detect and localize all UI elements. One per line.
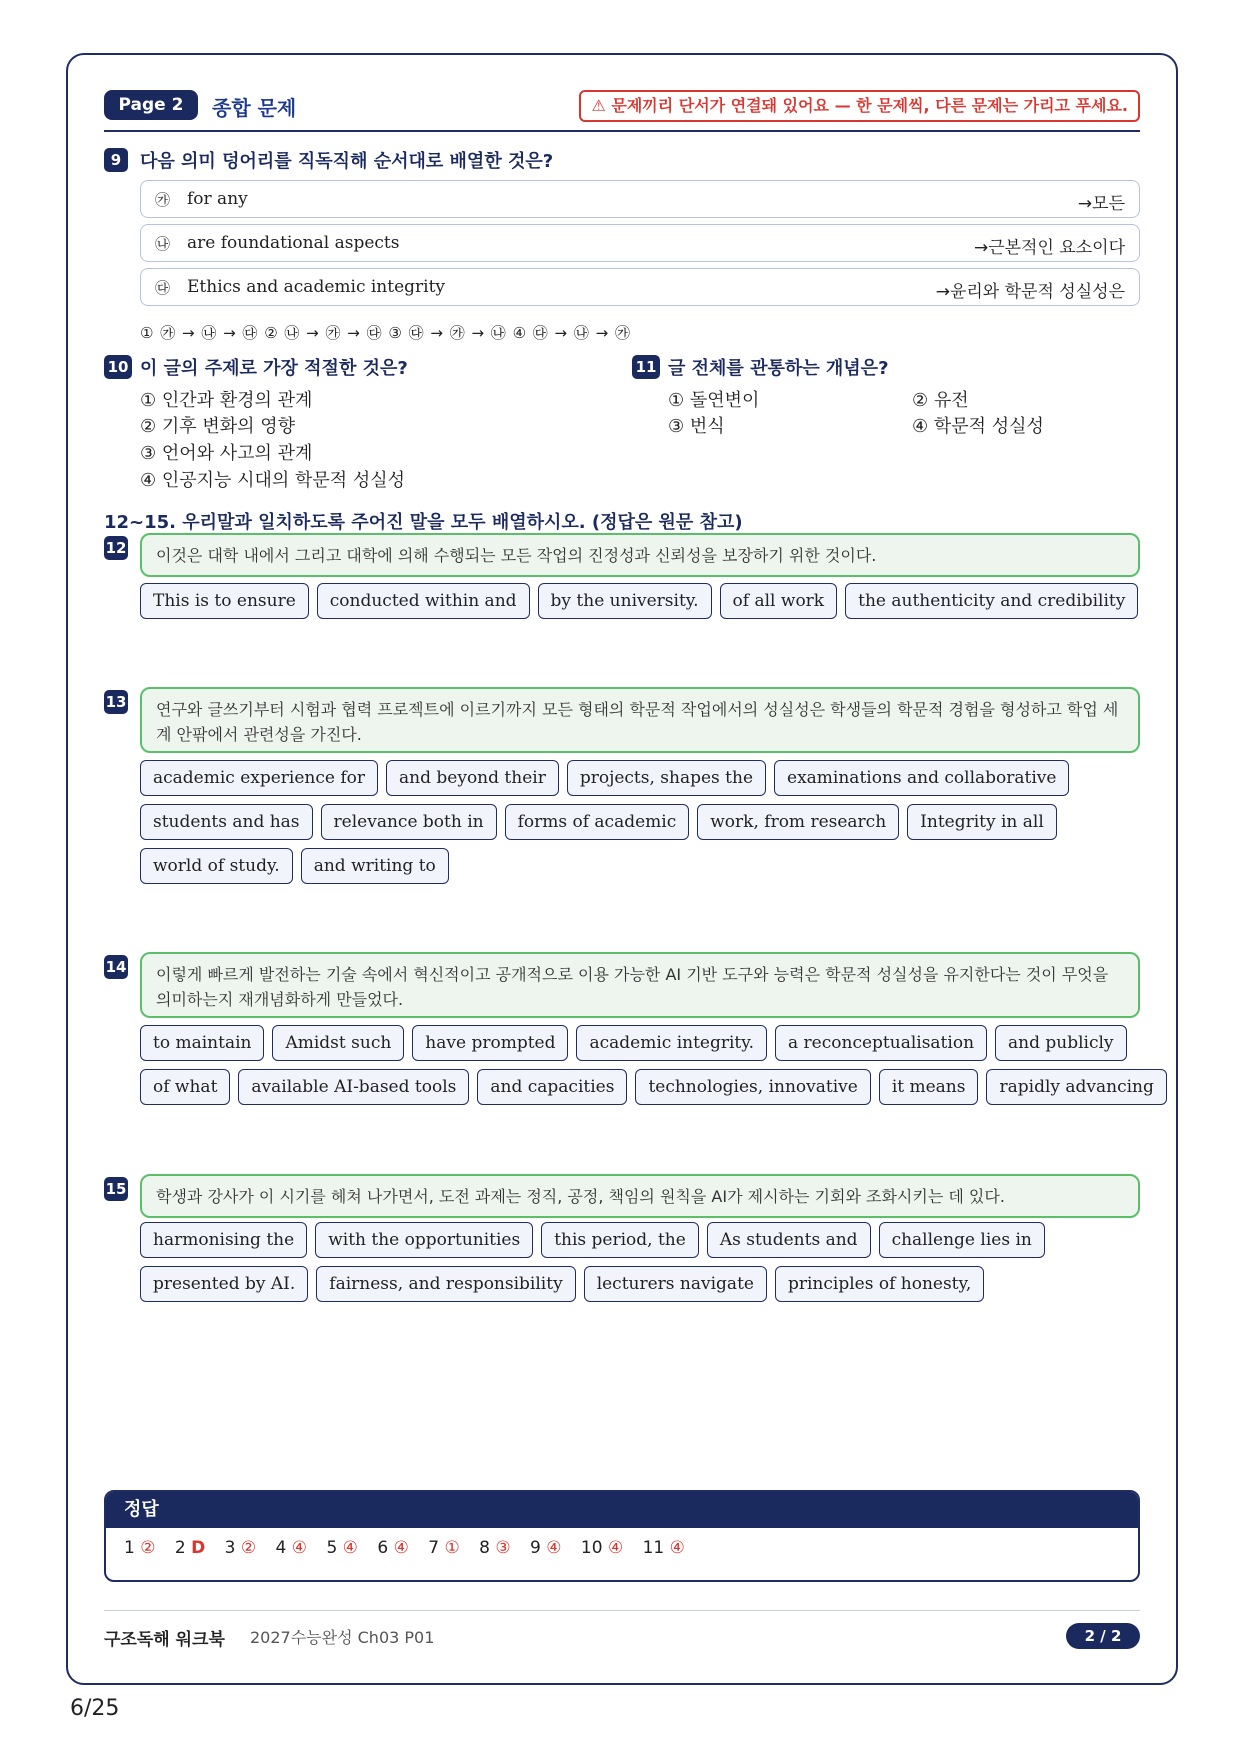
- answer-item: [530, 1538, 561, 1558]
- answer-item: [175, 1538, 205, 1558]
- answer-item: [326, 1538, 357, 1558]
- answer-item: [581, 1538, 623, 1558]
- word-tile[interactable]: to maintain: [140, 1025, 264, 1061]
- word-tile[interactable]: forms of academic: [505, 804, 690, 840]
- tile-row: [140, 1069, 1154, 1105]
- answer-list: [106, 1528, 1138, 1568]
- word-tile[interactable]: with the opportunities: [315, 1222, 533, 1258]
- answer-value: ④: [291, 1538, 308, 1558]
- chunk-korean: →근본적인 요소이다: [973, 238, 1125, 258]
- question-11-text: 글 전체를 관통하는 개념은?: [668, 358, 889, 379]
- question-number-9: 9: [104, 148, 128, 172]
- answer-number: 6: [377, 1538, 389, 1558]
- word-tile[interactable]: it means: [879, 1069, 979, 1105]
- word-tile[interactable]: lecturers navigate: [584, 1266, 767, 1302]
- answer-item: [479, 1538, 510, 1558]
- answer-number: 2: [174, 1538, 186, 1558]
- word-tiles: [140, 760, 1140, 892]
- word-tile[interactable]: principles of honesty,: [775, 1266, 984, 1302]
- answer-item: [124, 1538, 155, 1558]
- word-tile[interactable]: harmonising the: [140, 1222, 307, 1258]
- chunk-mark: ㉮: [155, 191, 171, 209]
- word-tile[interactable]: Integrity in all: [907, 804, 1057, 840]
- korean-sentence-box: 연구와 글쓰기부터 시험과 협력 프로젝트에 이르기까지 모든 형태의 학문적 작업에서의 성실성은 학생들의 학문적 경험을 형성하고 학업 세계 안팎에서 관련성을 가진다.: [140, 687, 1140, 753]
- word-tile[interactable]: fairness, and responsibility: [316, 1266, 575, 1302]
- warning-banner: ⚠ 문제끼리 단서가 연결돼 있어요 — 한 문제씩, 다른 문제는 가리고 푸세요.: [579, 90, 1140, 122]
- word-tile[interactable]: world of study.: [140, 848, 293, 884]
- answer-value: ①: [444, 1538, 460, 1558]
- word-tile[interactable]: and capacities: [477, 1069, 627, 1105]
- word-tile[interactable]: have prompted: [412, 1025, 568, 1061]
- question-number-15: 15: [104, 1177, 128, 1201]
- question-10-option: ③ 언어와 사고의 관계: [140, 443, 313, 464]
- word-tile[interactable]: Amidst such: [272, 1025, 404, 1061]
- page-indicator: 2 / 2: [1066, 1623, 1140, 1649]
- chunk-korean: →모든: [1077, 194, 1125, 214]
- word-tile[interactable]: work, from research: [697, 804, 899, 840]
- tile-row: [140, 760, 1140, 796]
- question-number-12: 12: [104, 536, 128, 560]
- tile-row: [140, 1222, 1140, 1258]
- answer-value: ④: [342, 1538, 358, 1558]
- word-tile[interactable]: of all work: [720, 583, 838, 619]
- korean-sentence-box: 학생과 강사가 이 시기를 헤쳐 나가면서, 도전 과제는 정직, 공정, 책임의 원칙을 AI가 제시하는 기회와 조화시키는 데 있다.: [140, 1174, 1140, 1218]
- korean-sentence-box: 이렇게 빠르게 발전하는 기술 속에서 혁신적이고 공개적으로 이용 가능한 AI 기반 도구와 능력은 학문적 성실성을 유지한다는 것이 무엇을 의미하는지 재개념화하게 만들었다.: [140, 952, 1140, 1018]
- answer-value: ④: [669, 1538, 685, 1558]
- question-10-text: 이 글의 주제로 가장 적절한 것은?: [140, 358, 408, 379]
- answer-item: [276, 1538, 307, 1558]
- word-tile[interactable]: and beyond their: [386, 760, 559, 796]
- tile-row: [140, 1266, 1140, 1302]
- answer-key: [104, 1490, 1140, 1582]
- answer-item: [643, 1538, 685, 1558]
- answer-value: ③: [495, 1538, 511, 1558]
- word-tile[interactable]: This is to ensure: [140, 583, 309, 619]
- instruction-text: 12~15. 우리말과 일치하도록 주어진 말을 모두 배열하시오. (정답은 원문 참고): [104, 512, 743, 533]
- answer-value: ②: [240, 1538, 257, 1558]
- question-number-13: 13: [104, 690, 128, 714]
- word-tile[interactable]: As students and: [707, 1222, 871, 1258]
- word-tile[interactable]: and writing to: [301, 848, 449, 884]
- answer-number: 7: [428, 1538, 440, 1558]
- answer-number: 9: [530, 1538, 541, 1558]
- word-tile[interactable]: of what: [140, 1069, 230, 1105]
- question-10-option: ① 인간과 환경의 관계: [140, 390, 313, 411]
- answer-value: ④: [546, 1538, 562, 1558]
- answer-item: [225, 1538, 256, 1558]
- chunk-english: are foundational aspects: [187, 233, 400, 253]
- answer-value: ②: [140, 1538, 156, 1558]
- word-tile[interactable]: relevance both in: [321, 804, 497, 840]
- word-tile[interactable]: a reconceptualisation: [775, 1025, 987, 1061]
- answer-number: 10: [580, 1538, 603, 1558]
- answer-value: D: [191, 1538, 206, 1558]
- question-10-option: ④ 인공지능 시대의 학문적 성실성: [140, 470, 406, 491]
- chunk-english: Ethics and academic integrity: [187, 277, 446, 297]
- word-tile[interactable]: rapidly advancing: [986, 1069, 1166, 1105]
- workbook-title: 구조독해 워크북: [104, 1630, 225, 1650]
- page-label: Page 2: [104, 90, 198, 120]
- answer-number: 1: [124, 1538, 135, 1558]
- chunk-row: [140, 180, 1140, 218]
- korean-sentence-box: 이것은 대학 내에서 그리고 대학에 의해 수행되는 모든 작업의 진정성과 신뢰성을 보장하기 위한 것이다.: [140, 533, 1140, 577]
- word-tile[interactable]: academic integrity.: [576, 1025, 767, 1061]
- word-tile[interactable]: projects, shapes the: [567, 760, 766, 796]
- tile-row: [140, 1025, 1140, 1061]
- word-tile[interactable]: available AI-based tools: [238, 1069, 469, 1105]
- chunk-korean: →윤리와 학문적 성실성은: [935, 282, 1125, 302]
- answer-item: [377, 1538, 408, 1558]
- question-number-10: 10: [104, 355, 132, 379]
- chunk-english: for any: [187, 189, 248, 209]
- chunk-row: [140, 224, 1140, 262]
- page-header: [104, 90, 1140, 132]
- question-number-14: 14: [104, 955, 128, 979]
- answer-number: 11: [642, 1538, 665, 1558]
- chunk-mark: ㉰: [155, 279, 171, 297]
- word-tile[interactable]: and publicly: [995, 1025, 1127, 1061]
- question-9-options: ① ㉮ → ㉯ → ㉰ ② ㉯ → ㉮ → ㉰ ③ ㉰ → ㉮ → ㉯ ④ ㉰ → ㉯ → ㉮: [140, 324, 631, 342]
- answer-value: ④: [607, 1538, 624, 1558]
- answer-number: 3: [224, 1538, 236, 1558]
- word-tile[interactable]: conducted within and: [317, 583, 530, 619]
- answer-key-title: 정답: [106, 1492, 1138, 1528]
- question-11-option: ④ 학문적 성실성: [912, 416, 1044, 437]
- tile-row: [140, 848, 1140, 884]
- tile-row: [140, 583, 1140, 619]
- word-tile[interactable]: students and has: [140, 804, 313, 840]
- document-page-counter: 6/25: [70, 1696, 120, 1721]
- word-tile[interactable]: by the university.: [538, 583, 712, 619]
- word-tile[interactable]: challenge lies in: [879, 1222, 1045, 1258]
- word-tiles: [140, 583, 1140, 627]
- word-tile[interactable]: the authenticity and credibility: [845, 583, 1138, 619]
- answer-value: ④: [393, 1538, 409, 1558]
- answer-number: 4: [275, 1538, 287, 1558]
- question-9-text: 다음 의미 덩어리를 직독직해 순서대로 배열한 것은?: [140, 151, 554, 172]
- question-11-option: ② 유전: [912, 390, 969, 411]
- section-title: 종합 문제: [212, 96, 297, 120]
- word-tile[interactable]: examinations and collaborative: [774, 760, 1069, 796]
- page-footer: [104, 1610, 1140, 1650]
- word-tiles: [140, 1222, 1140, 1310]
- answer-number: 5: [326, 1538, 338, 1558]
- workbook-subtitle: 2027수능완성 Ch03 P01: [250, 1628, 435, 1647]
- answer-item: [428, 1538, 459, 1558]
- word-tile[interactable]: presented by AI.: [140, 1266, 308, 1302]
- tile-row: [140, 804, 1140, 840]
- word-tiles: [140, 1025, 1154, 1113]
- word-tile[interactable]: this period, the: [541, 1222, 699, 1258]
- question-11-option: ① 돌연변이: [668, 390, 760, 411]
- chunk-row: [140, 268, 1140, 306]
- question-11-option: ③ 번식: [668, 416, 725, 437]
- chunk-mark: ㉯: [155, 235, 171, 253]
- word-tile[interactable]: academic experience for: [140, 760, 378, 796]
- word-tile[interactable]: technologies, innovative: [635, 1069, 870, 1105]
- answer-number: 8: [479, 1538, 490, 1558]
- question-number-11: 11: [632, 355, 660, 379]
- question-10-option: ② 기후 변화의 영향: [140, 416, 296, 437]
